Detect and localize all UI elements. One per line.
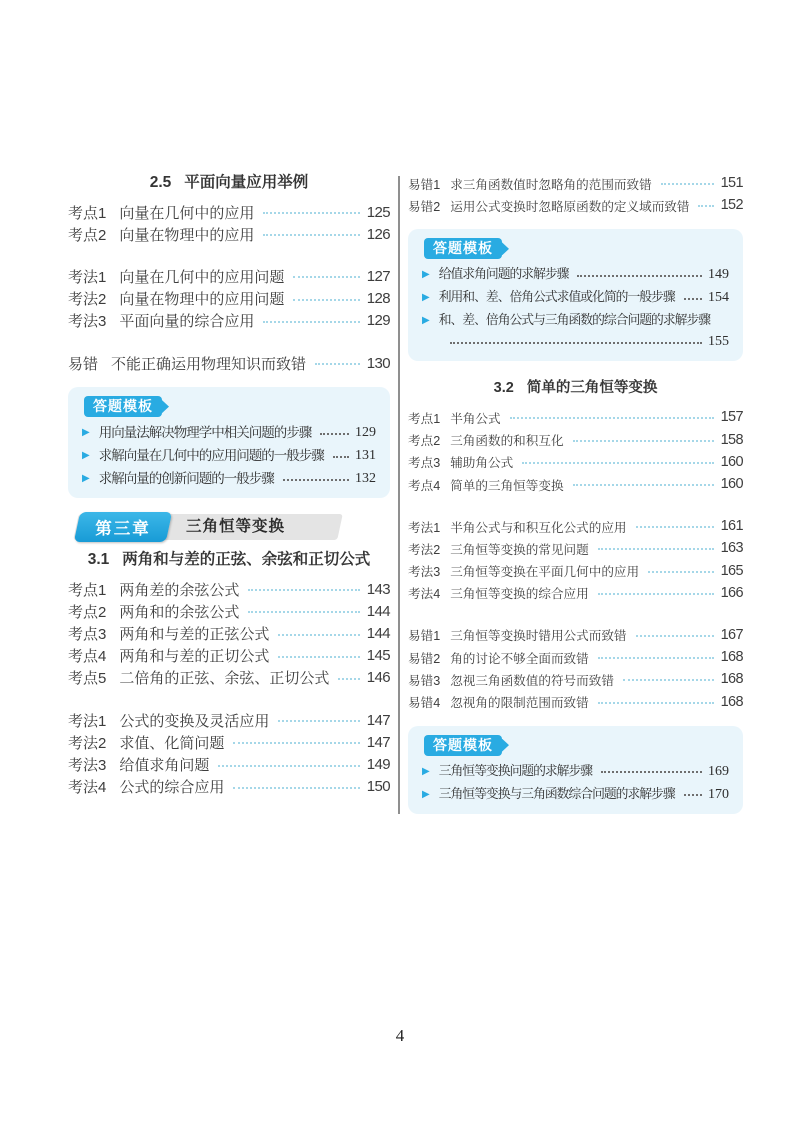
- dot-leader: [278, 634, 359, 636]
- toc-entry: [68, 352, 390, 374]
- dot-leader: [684, 298, 702, 300]
- toc-entry: [68, 223, 390, 245]
- entry-page: 158: [720, 431, 743, 448]
- toc-entry: [68, 310, 390, 332]
- entry-title: 角的讨论不够全面而致错: [450, 651, 589, 666]
- triangle-bullet-icon: ▶: [82, 473, 90, 485]
- template-item-page: 132: [355, 471, 376, 487]
- section-number: 2.5: [149, 174, 172, 191]
- dot-leader: [450, 342, 702, 344]
- entry-page: 168: [720, 693, 743, 710]
- column-divider: [398, 176, 400, 814]
- toc-entry: [408, 429, 743, 451]
- toc-entry: [408, 668, 743, 690]
- toc-entry: [408, 537, 743, 559]
- entry-label: 易错1: [408, 177, 441, 192]
- page-number: 4: [395, 1026, 405, 1045]
- template-item: [422, 312, 729, 350]
- dot-leader: [623, 679, 714, 681]
- toc-entry: [408, 515, 743, 537]
- section-title: 平面向量应用举例: [184, 174, 309, 191]
- toc-entry: [68, 731, 390, 753]
- entry-title: 向量在物理中的应用: [119, 226, 255, 244]
- template-item: [422, 266, 729, 283]
- entry-label: 考法4: [68, 779, 107, 797]
- answer-template-box: [68, 387, 390, 498]
- dot-leader: [684, 794, 702, 796]
- entry-label: 考法2: [408, 542, 441, 557]
- entry-page: 147: [366, 711, 390, 729]
- entry-title: 不能正确运用物理知识而致错: [111, 355, 307, 373]
- toc-entry: [68, 600, 390, 622]
- section-heading: [408, 377, 743, 399]
- entry-title: 向量在几何中的应用: [119, 204, 255, 222]
- entry-group: [68, 709, 390, 798]
- entry-title: 公式的变换及灵活应用: [119, 712, 270, 730]
- dot-leader: [636, 635, 714, 637]
- entry-label: 考法3: [68, 313, 107, 331]
- dot-leader: [510, 417, 714, 419]
- dot-leader: [522, 462, 713, 464]
- entry-label: 考法2: [68, 291, 107, 309]
- entry-page: 144: [366, 602, 390, 620]
- entry-label: 易错4: [408, 696, 441, 711]
- template-item-page: 129: [355, 425, 376, 441]
- entry-title: 两角和与差的正切公式: [119, 648, 270, 666]
- entry-page: 143: [366, 580, 390, 598]
- triangle-bullet-icon: ▶: [82, 450, 90, 462]
- entry-title: 两角差的余弦公式: [119, 581, 240, 599]
- toc-entry: [408, 646, 743, 668]
- dot-leader: [278, 656, 359, 658]
- toc-entry: [68, 265, 390, 287]
- entry-group: [68, 265, 390, 332]
- entry-title: 简单的三角恒等变换: [450, 478, 564, 493]
- toc-left-column: [68, 172, 390, 814]
- entry-page: 160: [720, 476, 743, 493]
- dot-leader: [338, 678, 359, 680]
- entry-title: 忽视三角函数值的符号而致错: [450, 673, 614, 688]
- toc-entry: [68, 623, 390, 645]
- triangle-bullet-icon: ▶: [422, 269, 430, 281]
- toc-entry: [408, 451, 743, 473]
- entry-title: 二倍角的正弦、余弦、正切公式: [119, 670, 330, 688]
- dot-leader: [598, 593, 714, 595]
- entry-title: 两角和与差的正弦公式: [119, 626, 270, 644]
- entry-page: 167: [720, 626, 743, 643]
- toc-entry: [408, 473, 743, 495]
- answer-template-box: [408, 726, 743, 814]
- entry-page: 129: [366, 312, 390, 330]
- entry-page: 145: [366, 647, 390, 665]
- template-item-page: 169: [708, 763, 729, 779]
- entry-title: 三角恒等变换在平面几何中的应用: [450, 565, 640, 580]
- entry-label: 考法1: [408, 520, 441, 535]
- template-item-title: 求解向量的创新问题的一般步骤: [98, 471, 274, 487]
- template-item-page-line: [422, 333, 729, 350]
- entry-title: 辅助角公式: [450, 456, 514, 471]
- toc-entry: [68, 578, 390, 600]
- dot-leader: [283, 479, 349, 481]
- template-item: [422, 786, 729, 803]
- template-item-page: 155: [708, 334, 729, 350]
- dot-leader: [577, 275, 702, 277]
- toc-entry: [408, 560, 743, 582]
- toc-entry: [408, 690, 743, 712]
- dot-leader: [315, 363, 360, 365]
- entry-label: 易错: [68, 355, 99, 373]
- dot-leader: [320, 433, 349, 435]
- toc-entry: [68, 201, 390, 223]
- entry-label: 考法2: [68, 734, 107, 752]
- dot-leader: [601, 771, 702, 773]
- entry-label: 易错3: [408, 673, 441, 688]
- entry-group: [68, 201, 390, 245]
- answer-template-badge-row: [84, 396, 376, 418]
- template-item-title: 用向量法解决物理学中相关问题的步骤: [98, 425, 312, 441]
- entry-page: 149: [366, 756, 390, 774]
- chapter-heading: [68, 512, 340, 542]
- entry-label: 考法3: [68, 757, 107, 775]
- answer-template-badge: 答题模板: [424, 735, 502, 756]
- template-item-page: 149: [708, 267, 729, 283]
- triangle-bullet-icon: ▶: [82, 427, 90, 439]
- template-item: [422, 289, 729, 306]
- entry-page: 146: [366, 669, 390, 687]
- entry-page: 125: [366, 203, 390, 221]
- toc-entry: [68, 776, 390, 798]
- entry-label: 考法1: [68, 268, 107, 286]
- entry-page: 163: [720, 540, 743, 557]
- entry-group: [68, 352, 390, 374]
- entry-label: 考点3: [408, 456, 441, 471]
- dot-leader: [293, 276, 359, 278]
- dot-leader: [661, 183, 714, 185]
- answer-template-badge: 答题模板: [424, 238, 502, 259]
- section-number: 3.1: [87, 551, 110, 569]
- toc-entry: [68, 645, 390, 667]
- template-item-title: 三角恒等变换问题的求解步骤: [438, 763, 593, 778]
- chapter-badge-label: 第三章: [95, 520, 151, 539]
- entry-page: 168: [720, 649, 743, 666]
- dot-leader: [573, 484, 714, 486]
- entry-page: 166: [720, 584, 743, 601]
- entry-title: 三角恒等变换的综合应用: [450, 587, 589, 602]
- entry-title: 向量在物理中的应用问题: [119, 291, 285, 309]
- template-item: [82, 424, 376, 441]
- template-item: [82, 470, 376, 487]
- entry-label: 考点4: [408, 478, 441, 493]
- entry-group: [408, 624, 743, 713]
- toc-entry: [408, 194, 743, 216]
- template-item: [82, 447, 376, 464]
- template-item-page: 154: [708, 290, 729, 306]
- dot-leader: [248, 589, 359, 591]
- dot-leader: [598, 702, 714, 704]
- entry-page: 157: [720, 409, 743, 426]
- section-heading: [68, 549, 390, 571]
- entry-page: 161: [720, 518, 743, 535]
- entry-label: 考点2: [68, 226, 107, 244]
- entry-title: 两角和的余弦公式: [119, 603, 240, 621]
- dot-leader: [698, 205, 713, 207]
- toc-entry: [408, 172, 743, 194]
- dot-leader: [648, 571, 713, 573]
- entry-label: 考法1: [68, 712, 107, 730]
- template-item-title: 和、差、倍角公式与三角函数的综合问题的求解步骤: [438, 313, 711, 328]
- entry-label: 考点4: [68, 648, 107, 666]
- entry-page: 160: [720, 453, 743, 470]
- triangle-bullet-icon: ▶: [422, 788, 430, 800]
- entry-title: 忽视角的限制范围而致错: [450, 696, 589, 711]
- dot-leader: [598, 657, 714, 659]
- entry-title: 半角公式与和积互化公式的应用: [450, 520, 627, 535]
- dot-leader: [263, 321, 359, 323]
- entry-page: 151: [720, 175, 743, 192]
- entry-label: 考点2: [408, 434, 441, 449]
- template-item-page: 131: [355, 448, 376, 464]
- dot-leader: [598, 548, 714, 550]
- answer-template-badge: 答题模板: [84, 396, 162, 417]
- answer-template-box: [408, 229, 743, 361]
- section-heading: [68, 172, 390, 194]
- entry-title: 求三角函数值时忽略角的范围而致错: [450, 177, 652, 192]
- template-item-title: 求解向量在几何中的应用问题的一般步骤: [98, 448, 324, 464]
- dot-leader: [636, 526, 714, 528]
- toc-entry: [68, 753, 390, 775]
- entry-title: 公式的综合应用: [119, 779, 225, 797]
- chapter-badge: [74, 512, 172, 542]
- entry-label: 考点5: [68, 670, 107, 688]
- entry-title: 半角公式: [450, 411, 501, 426]
- dot-leader: [233, 742, 359, 744]
- dot-leader: [333, 456, 349, 458]
- toc-entry: [408, 624, 743, 646]
- entry-label: 考点1: [68, 204, 107, 222]
- entry-group: [68, 578, 390, 689]
- triangle-bullet-icon: ▶: [422, 292, 430, 304]
- template-item-title: 三角恒等变换与三角函数综合问题的求解步骤: [438, 786, 675, 801]
- entry-page: 126: [366, 225, 390, 243]
- entry-title: 三角恒等变换时错用公式而致错: [450, 629, 627, 644]
- entry-label: 考点3: [68, 626, 107, 644]
- template-item-title-line: [422, 312, 729, 329]
- entry-page: 168: [720, 671, 743, 688]
- entry-page: 152: [720, 197, 743, 214]
- dot-leader: [278, 720, 359, 722]
- chapter-title: 三角恒等变换: [186, 518, 286, 536]
- entry-label: 考点2: [68, 603, 107, 621]
- toc-entry: [408, 582, 743, 604]
- entry-title: 平面向量的综合应用: [119, 313, 255, 331]
- entry-title: 给值求角问题: [119, 757, 210, 775]
- section-title: 两角和与差的正弦、余弦和正切公式: [122, 551, 371, 569]
- entry-title: 三角函数的和积互化: [450, 434, 564, 449]
- triangle-bullet-icon: ▶: [422, 765, 430, 777]
- entry-page: 150: [366, 778, 390, 796]
- section-number: 3.2: [493, 380, 514, 397]
- toc-entry: [68, 709, 390, 731]
- dot-leader: [573, 440, 714, 442]
- entry-group: [408, 515, 743, 604]
- entry-title: 求值、化简问题: [119, 734, 225, 752]
- entry-label: 考法4: [408, 587, 441, 602]
- entry-page: 165: [720, 562, 743, 579]
- template-item-title: 给值求角问题的求解步骤: [438, 267, 569, 282]
- template-item: [422, 763, 729, 780]
- dot-leader: [248, 611, 359, 613]
- section-title: 简单的三角恒等变换: [526, 380, 658, 397]
- triangle-bullet-icon: ▶: [422, 315, 430, 327]
- toc-right-column: [408, 172, 743, 814]
- dot-leader: [233, 787, 359, 789]
- entry-title: 运用公式变换时忽略原函数的定义域而致错: [450, 199, 690, 214]
- entry-title: 三角恒等变换的常见问题: [450, 542, 589, 557]
- toc-entry: [408, 406, 743, 428]
- dot-leader: [293, 299, 359, 301]
- template-item-page: 170: [708, 786, 729, 802]
- entry-label: 易错1: [408, 629, 441, 644]
- entry-label: 易错2: [408, 651, 441, 666]
- entry-title: 向量在几何中的应用问题: [119, 268, 285, 286]
- dot-leader: [218, 765, 359, 767]
- entry-label: 易错2: [408, 199, 441, 214]
- dot-leader: [263, 234, 359, 236]
- toc-entry: [68, 667, 390, 689]
- entry-page: 128: [366, 290, 390, 308]
- entry-group: [408, 406, 743, 495]
- entry-page: 127: [366, 267, 390, 285]
- entry-label: 考法3: [408, 565, 441, 580]
- answer-template-badge-row: [424, 735, 729, 757]
- entry-page: 147: [366, 733, 390, 751]
- template-item-title: 利用和、差、倍角公式求值或化简的一般步骤: [438, 290, 675, 305]
- dot-leader: [263, 212, 359, 214]
- entry-group: [408, 172, 743, 216]
- entry-label: 考点1: [68, 581, 107, 599]
- toc-entry: [68, 288, 390, 310]
- entry-label: 考点1: [408, 411, 441, 426]
- answer-template-badge-row: [424, 238, 729, 260]
- entry-page: 130: [366, 354, 390, 372]
- entry-page: 144: [366, 625, 390, 643]
